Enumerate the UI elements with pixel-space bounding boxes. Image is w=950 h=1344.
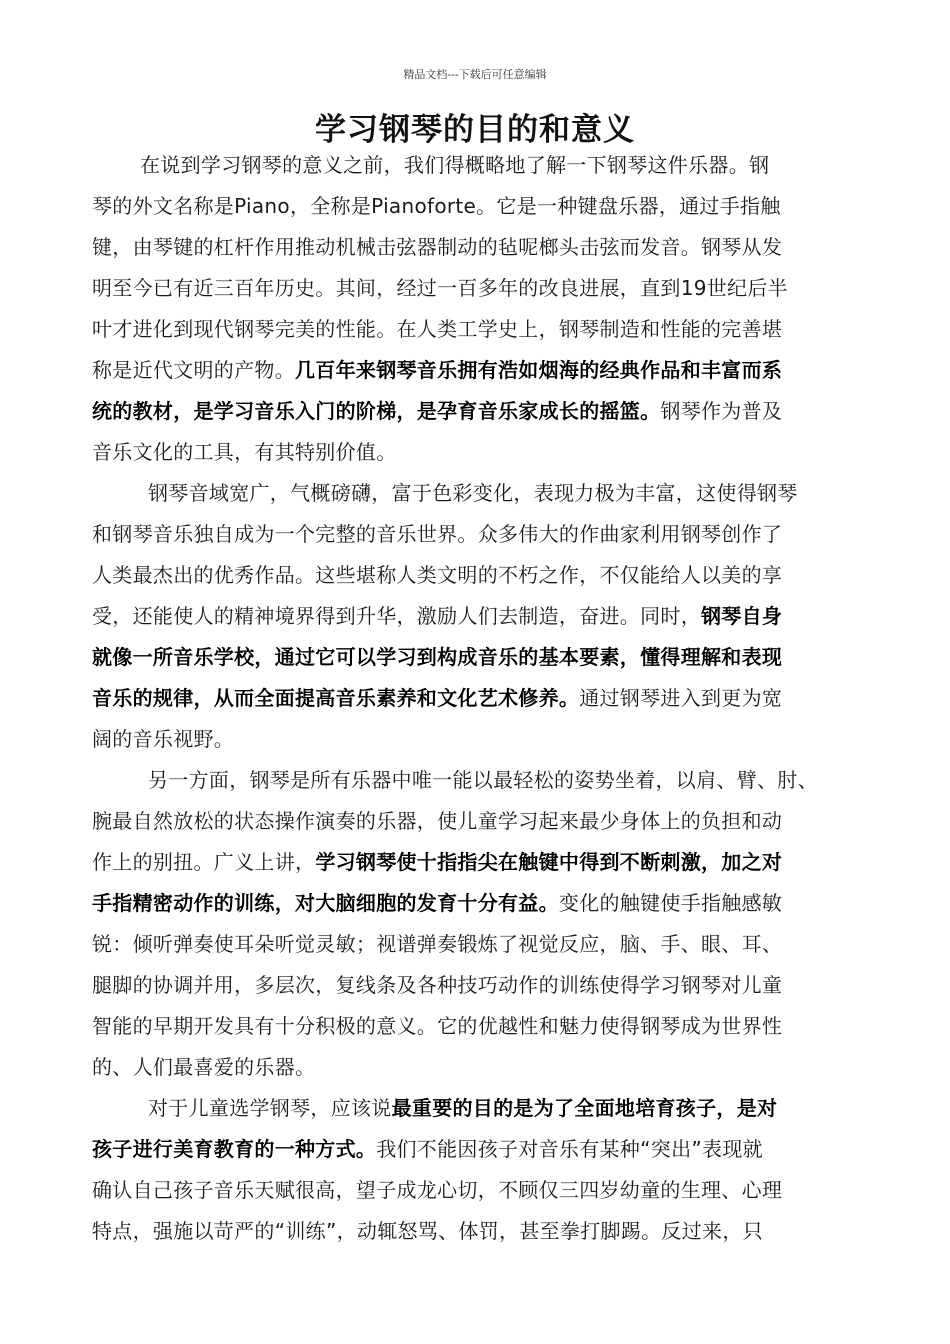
- body-text: 明至今已有近三百年历史。其间，经过一百多年的改良进展，直到19世纪后半: [92, 276, 788, 300]
- text-line: [92, 760, 862, 801]
- text-line: [92, 555, 862, 596]
- text-line: [92, 596, 862, 637]
- body-text: 锐：倾听弹奏使耳朵听觉灵敏；视谱弹奏锻炼了视觉反应，脑、手、眼、耳、: [92, 932, 783, 956]
- emphasis-text: 钢琴自身: [701, 604, 783, 628]
- body-text: 和钢琴音乐独自成为一个完整的音乐世界。众多伟大的作曲家利用钢琴创作了: [92, 522, 783, 546]
- emphasis-text: 学习钢琴使十指指尖在触键中得到不断刺激，加之对: [315, 850, 783, 874]
- body-text: 钢琴作为普及: [660, 399, 783, 423]
- body-text: 我们不能因孩子对音乐有某种“突出”表现就: [376, 1137, 763, 1161]
- text-line: [92, 145, 862, 186]
- text-line: [92, 473, 862, 514]
- text-line: [92, 637, 862, 678]
- body-text: 对于儿童选学钢琴，应该说: [148, 1096, 392, 1120]
- body-text: 确认自己孩子音乐天赋很高，望子成龙心切，不顾仅三四岁幼童的生理、心理: [92, 1178, 783, 1202]
- text-line: [92, 924, 862, 965]
- body-text: 作上的别扭。广义上讲，: [92, 850, 316, 874]
- emphasis-text: 就像一所音乐学校，通过它可以学习到构成音乐的基本要素，懂得理解和表现: [92, 645, 783, 669]
- text-line: [92, 719, 862, 760]
- body-text: 人类最杰出的优秀作品。这些堪称人类文明的不朽之作，不仅能给人以美的享: [92, 563, 783, 587]
- body-text: 通过钢琴进入到更为宽: [579, 686, 783, 710]
- body-text: 另一方面，钢琴是所有乐器中唯一能以最轻松的姿势坐着，以肩、臂、肘、: [148, 768, 818, 792]
- document-body: [92, 145, 862, 1252]
- body-text: 钢琴音域宽广，气概磅礴，富于色彩变化，表现力极为丰富，这使得钢琴: [148, 481, 798, 505]
- text-line: [92, 514, 862, 555]
- emphasis-text: 统的教材，是学习音乐入门的阶梯，是孕育音乐家成长的摇篮。: [92, 399, 661, 423]
- body-text: 音乐文化的工具，有其特别价值。: [92, 440, 397, 464]
- body-text: 称是近代文明的产物。: [92, 358, 295, 382]
- text-line: [92, 842, 862, 883]
- body-text: 腿脚的协调并用，多层次，复线条及各种技巧动作的训练使得学习钢琴对儿童: [92, 973, 783, 997]
- text-line: [92, 227, 862, 268]
- body-text: 叶才进化到现代钢琴完美的性能。在人类工学史上，钢琴制造和性能的完善堪: [92, 317, 783, 341]
- text-line: [92, 1129, 862, 1170]
- text-line: [92, 186, 862, 227]
- emphasis-text: 最重要的目的是为了全面地培育孩子，是对: [391, 1096, 778, 1120]
- text-line: [92, 391, 862, 432]
- body-text: 阔的音乐视野。: [92, 727, 235, 751]
- text-line: [92, 1170, 862, 1211]
- text-line: [92, 432, 862, 473]
- document-title: 学习钢琴的目的和意义: [315, 112, 635, 148]
- emphasis-text: 手指精密动作的训练，对大脑细胞的发育十分有益。: [92, 891, 559, 915]
- text-line: [92, 965, 862, 1006]
- text-line: [92, 268, 862, 309]
- text-line: [92, 883, 862, 924]
- text-line: [92, 1047, 862, 1088]
- text-line: [92, 1211, 862, 1252]
- text-line: [92, 1088, 862, 1129]
- text-line: [92, 309, 862, 350]
- text-line: [92, 678, 862, 719]
- body-text: 琴的外文名称是Piano，全称是Pianoforte。它是一种键盘乐器，通过手指触: [92, 194, 781, 218]
- text-line: [92, 801, 862, 842]
- body-text: 变化的触键使手指触感敏: [558, 891, 783, 915]
- body-text: 键，由琴键的杠杆作用推动机械击弦器制动的毡呢榔头击弦而发音。钢琴从发: [92, 235, 783, 259]
- body-text: 受，还能使人的精神境界得到升华，激励人们去制造，奋进。同时，: [92, 604, 701, 628]
- body-text: 智能的早期开发具有十分积极的意义。它的优越性和魅力使得钢琴成为世界性: [92, 1014, 783, 1038]
- text-line: [92, 350, 862, 391]
- body-text: 的、人们最喜爱的乐器。: [92, 1055, 316, 1079]
- emphasis-text: 几百年来钢琴音乐拥有浩如烟海的经典作品和丰富而系: [295, 358, 783, 382]
- page-header: 精品文档---下载后可任意编辑: [403, 68, 547, 81]
- text-line: [92, 1006, 862, 1047]
- body-text: 特点，强施以苛严的“训练”，动辄怒骂、体罚，甚至拳打脚踢。反过来，只: [92, 1219, 763, 1243]
- body-text: 在说到学习钢琴的意义之前，我们得概略地了解一下钢琴这件乐器。钢: [140, 153, 770, 177]
- emphasis-text: 孩子进行美育教育的一种方式。: [92, 1137, 377, 1161]
- emphasis-text: 音乐的规律，从而全面提高音乐素养和文化艺术修养。: [92, 686, 580, 710]
- body-text: 腕最自然放松的状态操作演奏的乐器，使儿童学习起来最少身体上的负担和动: [92, 809, 783, 833]
